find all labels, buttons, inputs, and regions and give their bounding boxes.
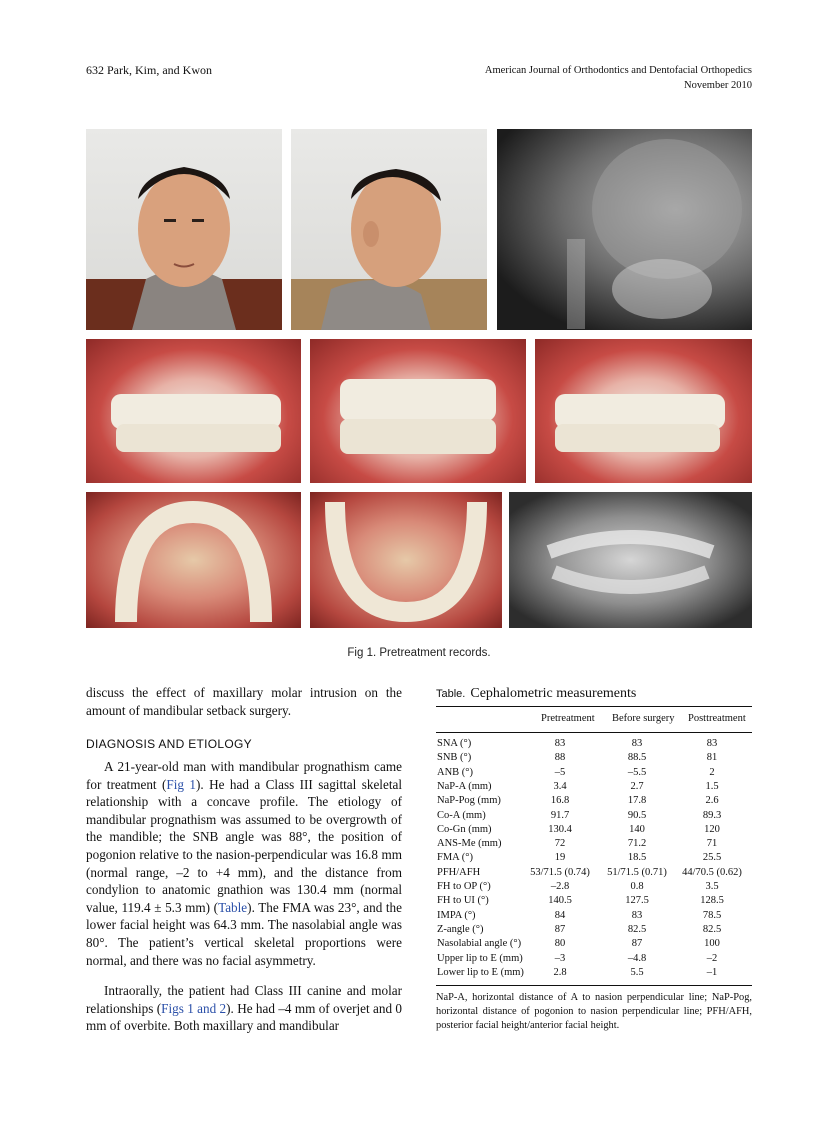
table-cell: –3 bbox=[554, 952, 566, 964]
table-cell: 18.5 bbox=[627, 852, 647, 864]
table-cell: 71 bbox=[706, 838, 718, 850]
table-cell: 83 bbox=[631, 738, 643, 749]
table-row-label: SNA (°) bbox=[437, 738, 472, 749]
table-cell: 1.5 bbox=[705, 780, 719, 792]
p3-text-b: ). He had –4 mm of overjet and 0 mm of overbite. Both maxillary and mandibular bbox=[86, 1000, 403, 1034]
table-cell: 16.8 bbox=[550, 795, 570, 807]
cephalogram-illustration bbox=[497, 129, 752, 330]
table-cell: 5.5 bbox=[630, 966, 644, 978]
table-link[interactable]: Table bbox=[218, 899, 248, 915]
teeth-left-illustration bbox=[535, 339, 752, 483]
mandibular-occlusal-photo bbox=[310, 492, 502, 628]
maxillary-occlusal-photo bbox=[86, 492, 301, 628]
lateral-cephalogram bbox=[497, 129, 752, 330]
fig1-link[interactable]: Fig 1 bbox=[166, 776, 197, 792]
table-row-label: Lower lip to E (mm) bbox=[437, 966, 524, 978]
table-bottom-rule bbox=[436, 985, 752, 986]
table-row-label: FMA (°) bbox=[437, 852, 473, 864]
table-cell: 2 bbox=[709, 766, 715, 778]
paragraph-intraoral bbox=[86, 982, 402, 1035]
table-cell: 51/71.5 (0.71) bbox=[607, 866, 667, 878]
profile-face-photo bbox=[291, 129, 487, 330]
mandibular-arch-illustration bbox=[310, 492, 502, 628]
journal-name: American Journal of Orthodontics and Dentofacial Orthopedics bbox=[484, 65, 752, 76]
paragraph-diagnosis bbox=[86, 758, 402, 969]
intraoral-left-photo bbox=[535, 339, 752, 483]
table-cell: 2.6 bbox=[705, 795, 719, 807]
table-cell: 71.2 bbox=[627, 838, 647, 850]
p2-text-c: ). The FMA was 23°, and the lower facial height was 64.3 mm. The nasolabial angle was 80°. The patient’s vertical skeletal proportions were normal, and there was no facial asymmetry. bbox=[86, 899, 402, 968]
table-cell: 3.4 bbox=[553, 780, 567, 792]
table-cell: 120 bbox=[704, 823, 720, 835]
col-head-posttreatment: Posttreatment bbox=[688, 713, 746, 724]
table-cell: 72 bbox=[554, 838, 566, 850]
table-cell: –4.8 bbox=[627, 952, 647, 964]
figure-caption: Fig 1. Pretreatment records. bbox=[347, 647, 491, 659]
col-head-before-surgery: Before surgery bbox=[612, 713, 675, 724]
teeth-right-illustration bbox=[86, 339, 301, 483]
p2-text-b: ). He had a Class III sagittal skeletal relationship with a concave profile. The etiology of mandibular prognathism was assumed to be overgrowth of the mandible; the SNB angle was 88°, the position of pogonion relative to the nasion-perpendicular was 16.8 mm (normal range, –2 to +4 mm), and the distance from condylion to anatomic gnathion was 130.4 mm (normal value, 119.4 ± 5.3 mm) ( bbox=[86, 776, 403, 915]
paragraph-intro: discuss the effect of maxillary molar intrusion on the amount of mandibular setback surgery. bbox=[86, 685, 402, 718]
table-cell: 53/71.5 (0.74) bbox=[530, 866, 590, 878]
table-cell: 83 bbox=[631, 909, 643, 921]
panoramic-illustration bbox=[509, 492, 752, 628]
table-cell: 2.7 bbox=[630, 780, 644, 792]
table-cell: –5.5 bbox=[627, 766, 647, 778]
issue-date: November 2010 bbox=[684, 80, 752, 91]
table-cell: 44/70.5 (0.62) bbox=[682, 866, 742, 878]
table-cell: 87 bbox=[554, 923, 566, 935]
table-cell: 130.4 bbox=[548, 823, 572, 835]
table-cell: 140 bbox=[629, 823, 645, 835]
table-footnote: NaP-A, horizontal distance of A to nasion perpendicular line; NaP-Pog, horizontal distance of pogonion to nasion perpendicular line; PFH/AFH, posterior facial height/anterior facial height. bbox=[436, 992, 752, 1031]
running-header-journal bbox=[485, 63, 752, 93]
table-cell: –2.8 bbox=[550, 881, 570, 892]
table-caption: Cephalometric measurements bbox=[470, 686, 637, 701]
table-row-label: Co-Gn (mm) bbox=[437, 823, 492, 835]
table-title bbox=[436, 686, 636, 702]
figs-link[interactable]: Figs 1 and 2 bbox=[161, 1000, 227, 1016]
table-cell: 88 bbox=[554, 752, 566, 764]
frontal-face-photo bbox=[86, 129, 282, 330]
table-row-label: Upper lip to E (mm) bbox=[437, 952, 523, 964]
table-cell: 3.5 bbox=[705, 881, 719, 892]
table-row-label: ANB (°) bbox=[437, 766, 473, 778]
table-row-label: ANS-Me (mm) bbox=[437, 838, 502, 850]
p2-text-a: A 21-year-old man with mandibular prognathism came for treatment ( bbox=[86, 759, 402, 792]
teeth-frontal-illustration bbox=[310, 339, 526, 483]
table-row-label: Z-angle (°) bbox=[437, 923, 484, 935]
table-header-rule bbox=[436, 732, 752, 733]
table-row-label: NaP-Pog (mm) bbox=[437, 795, 501, 807]
section-heading: DIAGNOSIS AND ETIOLOGY bbox=[86, 737, 252, 751]
table-row-label: FH to OP (°) bbox=[437, 881, 491, 892]
table-top-rule bbox=[436, 706, 752, 707]
table-cell: 78.5 bbox=[702, 909, 722, 921]
intraoral-right-photo bbox=[86, 339, 301, 483]
table-cell: 81 bbox=[706, 752, 718, 764]
table-cell: 87 bbox=[631, 938, 643, 950]
table-cell: 88.5 bbox=[627, 752, 647, 764]
table-row-label: IMPA (°) bbox=[437, 909, 476, 921]
maxillary-arch-illustration bbox=[86, 492, 301, 628]
table-cell: 25.5 bbox=[702, 852, 722, 864]
table-cell: 127.5 bbox=[625, 895, 649, 907]
table-cell: 82.5 bbox=[627, 923, 647, 935]
table-cell: –2 bbox=[706, 952, 718, 964]
profile-face-illustration bbox=[291, 129, 487, 330]
frontal-face-illustration bbox=[86, 129, 282, 330]
table-cell: –5 bbox=[554, 766, 566, 778]
table-row-label: Nasolabial angle (°) bbox=[437, 938, 522, 950]
table-cell: 83 bbox=[706, 738, 718, 749]
table-label: Table. bbox=[436, 688, 466, 700]
running-header-authors: 632 Park, Kim, and Kwon bbox=[86, 63, 212, 77]
table-cell: 84 bbox=[554, 909, 566, 921]
table-cell: 2.8 bbox=[553, 966, 567, 978]
table-cell: 19 bbox=[554, 852, 566, 864]
table-cell: 91.7 bbox=[550, 809, 570, 821]
panoramic-radiograph bbox=[509, 492, 752, 628]
table-cell: –1 bbox=[706, 966, 718, 978]
table-cell: 89.3 bbox=[702, 809, 722, 821]
table-cell: 100 bbox=[704, 938, 720, 950]
intraoral-frontal-photo bbox=[310, 339, 526, 483]
col-head-pretreatment: Pretreatment bbox=[541, 713, 595, 724]
table-cell: 82.5 bbox=[702, 923, 722, 935]
table-row-label: FH to UI (°) bbox=[437, 895, 489, 907]
table-cell: 83 bbox=[554, 738, 566, 749]
table-row-label: Co-A (mm) bbox=[437, 809, 486, 821]
table-cell: 0.8 bbox=[630, 881, 644, 892]
p3-text-a: Intraorally, the patient had Class III canine and molar relationships ( bbox=[86, 983, 402, 1016]
table-cell: 140.5 bbox=[548, 895, 572, 907]
table-cell: 128.5 bbox=[700, 895, 724, 907]
table-row-label: NaP-A (mm) bbox=[437, 780, 492, 792]
table-row-label: PFH/AFH bbox=[437, 866, 481, 878]
table-cell: 80 bbox=[554, 938, 566, 950]
table-row-label: SNB (°) bbox=[437, 752, 472, 764]
table-cell: 90.5 bbox=[627, 809, 647, 821]
table-cell: 17.8 bbox=[627, 795, 647, 807]
